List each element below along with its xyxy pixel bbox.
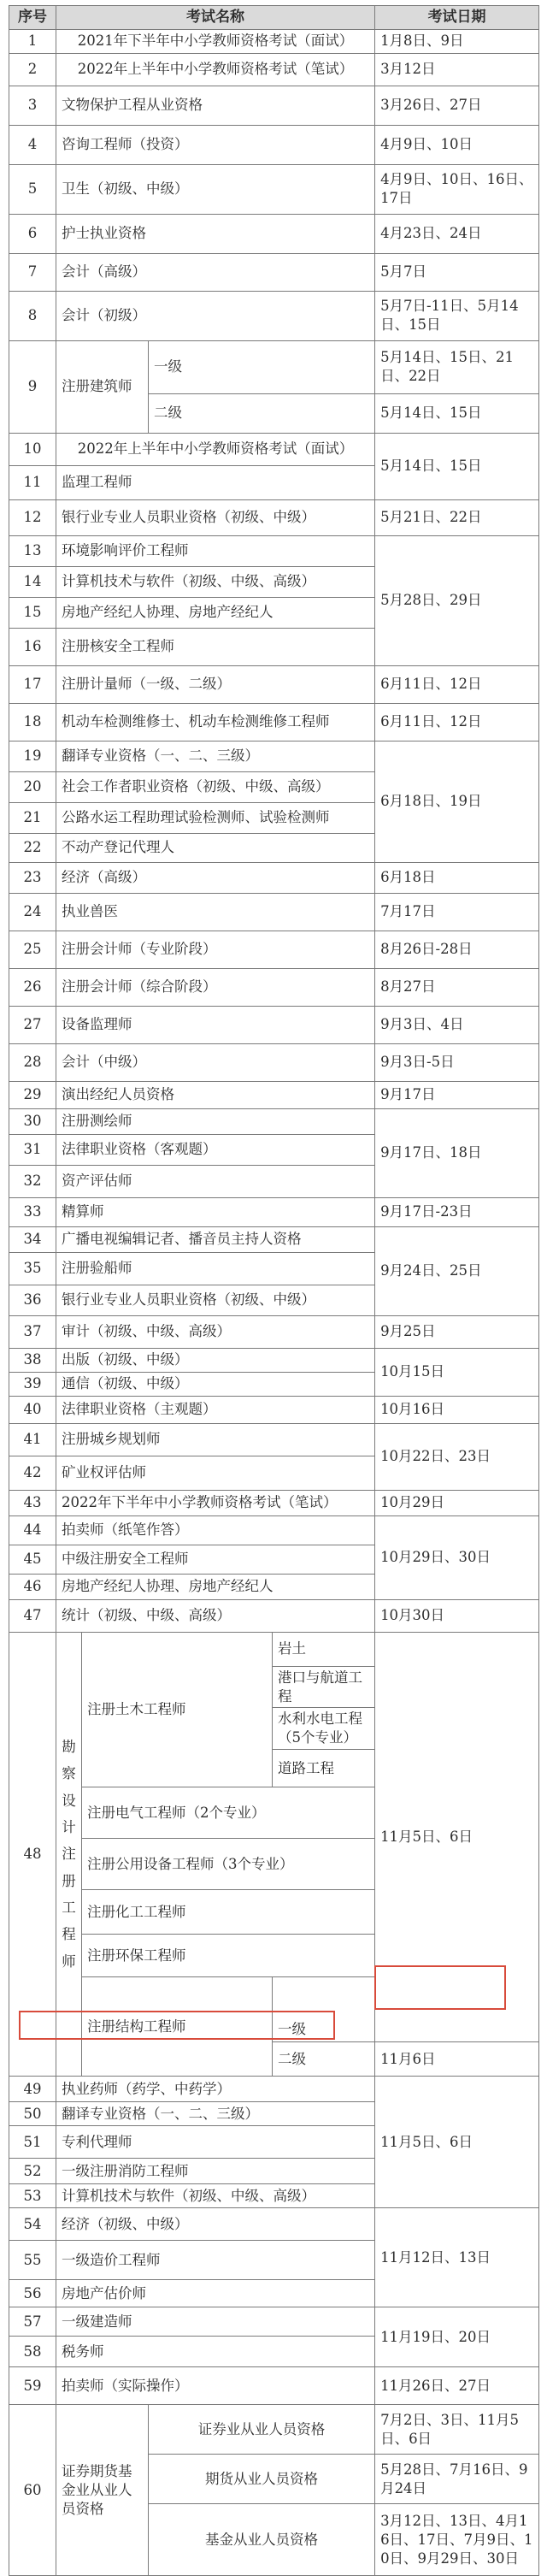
table-row <box>9 1043 539 1081</box>
table-row <box>9 214 539 253</box>
exam-date: 7月17日 <box>375 893 539 931</box>
row-no: 56 <box>9 2280 56 2307</box>
exam-name: 翻译专业资格（一、二、三级） <box>56 2102 375 2126</box>
exam-date: 9月3日-5日 <box>375 1043 539 1081</box>
table-row <box>9 1006 539 1043</box>
table-row <box>9 499 539 535</box>
group-item: 一级 <box>273 2017 375 2042</box>
exam-name: 机动车检测维修士、机动车检测维修工程师 <box>56 703 375 741</box>
exam-date: 9月3日、4日 <box>375 1006 539 1043</box>
row-no: 28 <box>9 1043 56 1081</box>
exam-date: 5月14日、15日、21日、22日 <box>375 340 539 393</box>
row-no: 47 <box>9 1599 56 1632</box>
exam-name: 不动产登记代理人 <box>56 833 375 862</box>
row-no: 22 <box>9 833 56 862</box>
row-no: 50 <box>9 2102 56 2126</box>
exam-name: 护士执业资格 <box>56 214 375 253</box>
exam-date: 11月19日、20日 <box>375 2307 539 2367</box>
exam-name: 精算师 <box>56 1197 375 1226</box>
table-row <box>9 253 539 291</box>
table-row <box>9 291 539 340</box>
row-no: 12 <box>9 499 56 535</box>
table-row <box>9 1632 539 1666</box>
table-row <box>9 2077 539 2102</box>
exam-date: 5月7日-11日、5月14日、15日 <box>375 291 539 340</box>
table-row <box>9 1197 539 1226</box>
table-row <box>9 741 539 771</box>
exam-date: 11月6日 <box>375 2042 539 2077</box>
row-no: 17 <box>9 665 56 703</box>
exam-date: 11月26日、27日 <box>375 2367 539 2405</box>
exam-name: 法律职业资格（客观题） <box>56 1134 375 1165</box>
exam-date: 10月15日 <box>375 1348 539 1396</box>
row-no: 59 <box>9 2367 56 2405</box>
exam-name: 设备监理师 <box>56 1006 375 1043</box>
row-no: 37 <box>9 1315 56 1348</box>
exam-date: 8月26日-28日 <box>375 931 539 968</box>
exam-name: 执业兽医 <box>56 893 375 931</box>
row-no: 36 <box>9 1285 56 1315</box>
exam-date: 11月5日、6日 <box>375 1632 539 2042</box>
row-no: 33 <box>9 1197 56 1226</box>
exam-date: 3月26日、27日 <box>375 86 539 125</box>
group-item: 二级 <box>273 2042 375 2077</box>
exam-name: 会计（初级） <box>56 291 375 340</box>
row-no: 3 <box>9 86 56 125</box>
row-no: 42 <box>9 1456 56 1490</box>
exam-name: 监理工程师 <box>56 465 375 499</box>
exam-name: 出版（初级、中级） <box>56 1348 375 1372</box>
row-no: 30 <box>9 1108 56 1134</box>
row-no: 7 <box>9 253 56 291</box>
exam-name: 会计（高级） <box>56 253 375 291</box>
row-no: 18 <box>9 703 56 741</box>
table-row <box>9 535 539 566</box>
exam-date: 1月8日、9日 <box>375 29 539 53</box>
exam-name: 注册会计师（专业阶段） <box>56 931 375 968</box>
exam-date: 10月16日 <box>375 1396 539 1423</box>
exam-schedule-table <box>9 5 539 2576</box>
row-no: 5 <box>9 164 56 214</box>
exam-name: 注册会计师（综合阶段） <box>56 968 375 1006</box>
row-no: 20 <box>9 771 56 802</box>
exam-date: 10月29日 <box>375 1490 539 1515</box>
exam-name: 专利代理师 <box>56 2126 375 2159</box>
table-row <box>9 2307 539 2337</box>
group-subcategory: 注册结构工程师 <box>82 1977 273 2077</box>
exam-name: 房地产经纪人协理、房地产经纪人 <box>56 597 375 628</box>
table-row <box>9 2405 539 2455</box>
row-no: 21 <box>9 802 56 833</box>
row-no: 14 <box>9 566 56 597</box>
table-row <box>9 862 539 893</box>
group-item: 道路工程 <box>273 1750 375 1787</box>
exam-name: 演出经纪人员资格 <box>56 1081 375 1108</box>
exam-name: 计算机技术与软件（初级、中级、高级） <box>56 566 375 597</box>
row-no: 24 <box>9 893 56 931</box>
exam-date: 5月28日、7月16日、9月24日 <box>375 2455 539 2504</box>
table-row <box>9 1599 539 1632</box>
row-no: 46 <box>9 1574 56 1599</box>
exam-name: 一级建造师 <box>56 2307 375 2337</box>
exam-date: 5月14日、15日 <box>375 433 539 499</box>
row-no: 44 <box>9 1515 56 1545</box>
exam-name: 拍卖师（纸笔作答） <box>56 1515 375 1545</box>
row-no: 58 <box>9 2337 56 2367</box>
exam-name: 注册核安全工程师 <box>56 628 375 665</box>
table-row <box>9 703 539 741</box>
exam-name: 2022年上半年中小学教师资格考试（面试） <box>56 433 375 465</box>
row-no: 13 <box>9 535 56 566</box>
exam-name: 卫生（初级、中级） <box>56 164 375 214</box>
exam-name: 通信（初级、中级） <box>56 1372 375 1396</box>
row-no: 26 <box>9 968 56 1006</box>
table-row <box>9 340 539 393</box>
group-category: 证券期货基金业从业人员资格 <box>56 2405 149 2576</box>
table-row <box>9 1490 539 1515</box>
exam-name: 注册验船师 <box>56 1252 375 1285</box>
exam-date: 9月17日-23日 <box>375 1197 539 1226</box>
exam-name: 执业药师（药学、中药学） <box>56 2077 375 2102</box>
table-row <box>9 164 539 214</box>
table-row <box>9 2208 539 2241</box>
exam-date: 4月9日、10日、16日、17日 <box>375 164 539 214</box>
exam-name: 房地产经纪人协理、房地产经纪人 <box>56 1574 375 1599</box>
exam-name: 2022年上半年中小学教师资格考试（笔试） <box>56 53 375 86</box>
exam-name: 计算机技术与软件（初级、中级、高级） <box>56 2184 375 2208</box>
exam-date: 9月24日、25日 <box>375 1226 539 1315</box>
exam-name: 税务师 <box>56 2337 375 2367</box>
row-no: 34 <box>9 1226 56 1252</box>
table-row <box>9 968 539 1006</box>
exam-name: 银行业专业人员职业资格（初级、中级） <box>56 1285 375 1315</box>
row-no: 15 <box>9 597 56 628</box>
row-no: 53 <box>9 2184 56 2208</box>
row-no: 60 <box>9 2405 56 2576</box>
table-row <box>9 665 539 703</box>
group-subcategory: 注册化工工程师 <box>82 1890 375 1935</box>
exam-name: 一级注册消防工程师 <box>56 2159 375 2184</box>
table-row <box>9 1226 539 1252</box>
exam-name: 矿业权评估师 <box>56 1456 375 1490</box>
exam-sub-level: 二级 <box>149 393 375 433</box>
row-no: 27 <box>9 1006 56 1043</box>
exam-date: 10月22日、23日 <box>375 1423 539 1490</box>
group-subcategory: 注册公用设备工程师（3个专业） <box>82 1839 375 1890</box>
exam-date: 4月9日、10日 <box>375 125 539 164</box>
row-no: 31 <box>9 1134 56 1165</box>
row-no: 2 <box>9 53 56 86</box>
exam-date: 6月11日、12日 <box>375 665 539 703</box>
exam-name: 2021年下半年中小学教师资格考试（面试） <box>56 29 375 53</box>
table-row <box>9 931 539 968</box>
header-date: 考试日期 <box>375 6 539 30</box>
table-row <box>9 86 539 125</box>
exam-date: 8月27日 <box>375 968 539 1006</box>
row-no: 10 <box>9 433 56 465</box>
group-category <box>56 1632 82 2077</box>
group-subcategory: 注册环保工程师 <box>82 1935 375 1977</box>
row-no: 57 <box>9 2307 56 2337</box>
group-item: 证券业从业人员资格 <box>149 2405 375 2455</box>
exam-name: 会计（中级） <box>56 1043 375 1081</box>
exam-name: 注册计量师（一级、二级） <box>56 665 375 703</box>
row-no: 8 <box>9 291 56 340</box>
exam-date: 9月25日 <box>375 1315 539 1348</box>
exam-sub-level: 一级 <box>149 340 375 393</box>
header-name: 考试名称 <box>56 6 375 30</box>
row-no: 11 <box>9 465 56 499</box>
row-no: 54 <box>9 2208 56 2241</box>
exam-name: 一级造价工程师 <box>56 2241 375 2280</box>
exam-name: 经济（高级） <box>56 862 375 893</box>
group-subcategory: 注册电气工程师（2个专业） <box>82 1787 375 1839</box>
exam-name: 2022年下半年中小学教师资格考试（笔试） <box>56 1490 375 1515</box>
group-item: 港口与航道工程 <box>273 1666 375 1708</box>
exam-date: 5月28日、29日 <box>375 535 539 665</box>
exam-date: 3月12日、13日、4月16日、17日、7月9日、10日、9月29日、30日 <box>375 2504 539 2576</box>
table-row <box>9 1081 539 1108</box>
table-row <box>9 1423 539 1456</box>
header-no: 序号 <box>9 6 56 30</box>
exam-date: 11月12日、13日 <box>375 2208 539 2307</box>
exam-date: 6月18日 <box>375 862 539 893</box>
row-no: 6 <box>9 214 56 253</box>
row-no: 1 <box>9 29 56 53</box>
row-no: 23 <box>9 862 56 893</box>
row-no: 49 <box>9 2077 56 2102</box>
exam-date: 3月12日 <box>375 53 539 86</box>
exam-name: 文物保护工程从业资格 <box>56 86 375 125</box>
row-no: 29 <box>9 1081 56 1108</box>
exam-date: 5月14日、15日 <box>375 393 539 433</box>
exam-date: 6月11日、12日 <box>375 703 539 741</box>
highlight-box-date <box>374 1965 506 2010</box>
exam-schedule-sheet <box>9 5 538 2576</box>
row-no: 52 <box>9 2159 56 2184</box>
row-no: 9 <box>9 340 56 433</box>
exam-date: 5月21日、22日 <box>375 499 539 535</box>
table-row <box>9 893 539 931</box>
exam-name: 拍卖师（实际操作） <box>56 2367 375 2405</box>
table-row <box>9 1515 539 1545</box>
exam-date: 10月29日、30日 <box>375 1515 539 1599</box>
row-no: 19 <box>9 741 56 771</box>
table-row <box>9 53 539 86</box>
exam-name: 社会工作者职业资格（初级、中级、高级） <box>56 771 375 802</box>
row-no: 32 <box>9 1165 56 1197</box>
exam-name: 法律职业资格（主观题） <box>56 1396 375 1423</box>
exam-date: 11月5日、6日 <box>375 2077 539 2208</box>
group-subcategory: 注册土木工程师 <box>82 1632 273 1787</box>
exam-date: 6月18日、19日 <box>375 741 539 862</box>
exam-name: 翻译专业资格（一、二、三级） <box>56 741 375 771</box>
exam-name: 广播电视编辑记者、播音员主持人资格 <box>56 1226 375 1252</box>
row-no: 43 <box>9 1490 56 1515</box>
exam-date: 5月7日 <box>375 253 539 291</box>
row-no: 35 <box>9 1252 56 1285</box>
exam-date: 9月17日、18日 <box>375 1108 539 1197</box>
table-row <box>9 1348 539 1372</box>
group-item: 期货从业人员资格 <box>149 2455 375 2504</box>
table-header-row <box>9 6 539 30</box>
exam-name: 注册建筑师 <box>56 340 149 433</box>
row-no: 48 <box>9 1632 56 2077</box>
table-row <box>9 1108 539 1134</box>
exam-name: 统计（初级、中级、高级） <box>56 1599 375 1632</box>
row-no: 41 <box>9 1423 56 1456</box>
row-no: 45 <box>9 1545 56 1574</box>
exam-name: 经济（初级、中级） <box>56 2208 375 2241</box>
exam-name: 注册测绘师 <box>56 1108 375 1134</box>
table-row <box>9 433 539 465</box>
exam-name: 银行业专业人员职业资格（初级、中级） <box>56 499 375 535</box>
row-no: 55 <box>9 2241 56 2280</box>
group-item: 岩土 <box>273 1632 375 1666</box>
table-row <box>9 1396 539 1423</box>
row-no: 51 <box>9 2126 56 2159</box>
group-item: 基金从业人员资格 <box>149 2504 375 2576</box>
highlight-box-exam <box>19 2011 335 2040</box>
exam-name: 审计（初级、中级、高级） <box>56 1315 375 1348</box>
exam-name: 房地产估价师 <box>56 2280 375 2307</box>
row-no: 40 <box>9 1396 56 1423</box>
table-row <box>9 125 539 164</box>
exam-name: 环境影响评价工程师 <box>56 535 375 566</box>
row-no: 38 <box>9 1348 56 1372</box>
exam-name: 资产评估师 <box>56 1165 375 1197</box>
table-row <box>9 2367 539 2405</box>
group-item: 水利水电工程（5个专业） <box>273 1708 375 1750</box>
exam-date: 7月2日、3日、11月5日、6日 <box>375 2405 539 2455</box>
exam-date: 9月17日 <box>375 1081 539 1108</box>
exam-name: 中级注册安全工程师 <box>56 1545 375 1574</box>
exam-name: 注册城乡规划师 <box>56 1423 375 1456</box>
row-no: 25 <box>9 931 56 968</box>
table-row <box>9 1315 539 1348</box>
table-row <box>9 29 539 53</box>
row-no: 39 <box>9 1372 56 1396</box>
exam-name: 咨询工程师（投资） <box>56 125 375 164</box>
row-no: 16 <box>9 628 56 665</box>
row-no: 4 <box>9 125 56 164</box>
exam-date: 4月23日、24日 <box>375 214 539 253</box>
exam-name: 公路水运工程助理试验检测师、试验检测师 <box>56 802 375 833</box>
group-category-text: 勘察设计注册工程师 <box>62 1738 76 1970</box>
exam-date: 10月30日 <box>375 1599 539 1632</box>
